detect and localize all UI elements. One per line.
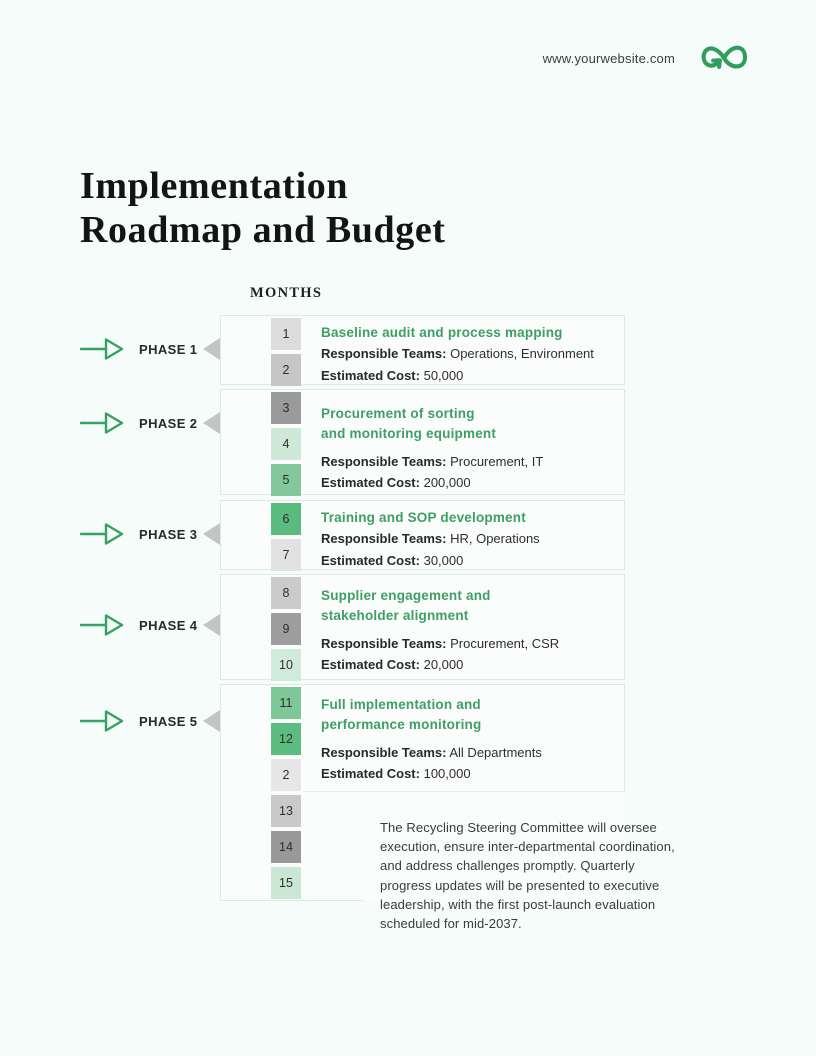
governance-note: The Recycling Steering Committee will oversee execution, ensure inter-departmental coordination, and address challenges promptly. Quarterly progress updates will be presented to executive leadership, with the first post-launch evaluation scheduled for mid-2037.: [380, 820, 675, 932]
estimated-cost-line: [321, 366, 610, 386]
cost-value: 50,000: [423, 367, 464, 383]
phase-5-marker: [80, 708, 220, 734]
phase-2-title: [321, 404, 610, 445]
cost-label: Estimated Cost:: [321, 766, 420, 781]
teams-label: Responsible Teams:: [321, 635, 447, 651]
month-strip: [271, 318, 301, 390]
teams-value: Procurement, IT: [450, 453, 544, 469]
phase-1-row: [220, 315, 625, 385]
teams-value: Procurement, CSR: [450, 635, 560, 651]
month-cell: 15: [271, 867, 301, 899]
month-cell: 3: [271, 392, 301, 424]
month-cell: 7: [271, 539, 301, 571]
phase-5-details: [321, 695, 611, 784]
month-cell: 11: [271, 687, 301, 719]
faint-divider-line: [303, 791, 625, 792]
teams-value: HR, Operations: [450, 531, 540, 547]
month-cell: 13: [271, 795, 301, 827]
page-title-line1: Implementation: [80, 165, 349, 207]
responsible-teams-line: [321, 452, 610, 472]
month-cell: 9: [271, 613, 301, 645]
teams-label: Responsible Teams:: [321, 453, 447, 469]
month-cell: 14: [271, 831, 301, 863]
green-arrow-icon: [80, 410, 124, 436]
cost-label: Estimated Cost:: [321, 367, 420, 383]
phase-1-label: PHASE 1: [139, 341, 198, 357]
phase-4-details: [321, 586, 610, 675]
phase-2-marker: [80, 410, 220, 436]
responsible-teams-line: [321, 529, 610, 549]
green-arrow-icon: [80, 336, 124, 362]
month-cell: 5: [271, 464, 301, 496]
cost-label: Estimated Cost:: [321, 475, 420, 490]
month-cell: 4: [271, 428, 301, 460]
responsible-teams-line: [321, 634, 610, 654]
teams-label: Responsible Teams:: [321, 744, 447, 760]
month-cell: 2: [271, 354, 301, 386]
teams-value: Operations, Environment: [450, 346, 594, 362]
estimated-cost-line: [321, 655, 610, 675]
month-strip: [271, 687, 301, 903]
teams-value: All Departments: [449, 744, 542, 760]
phase-4-marker: [80, 612, 220, 638]
gray-pointer-icon: [203, 523, 220, 545]
phase-title-line: Procurement of sorting: [321, 406, 475, 421]
teams-label: Responsible Teams:: [321, 346, 447, 362]
page-title-line2: Roadmap and Budget: [80, 209, 446, 252]
phase-title-line: Full implementation and: [321, 697, 481, 712]
gray-pointer-icon: [203, 412, 220, 434]
phase-2-label: PHASE 2: [139, 415, 198, 431]
phase-3-label: PHASE 3: [139, 526, 198, 542]
phase-title-line: and monitoring equipment: [321, 426, 497, 442]
month-cell: 2: [271, 759, 301, 791]
cost-value: 100,000: [423, 766, 471, 781]
green-arrow-icon: [80, 521, 124, 547]
website-link[interactable]: www.yourwebsite.com: [542, 51, 675, 66]
month-cell: 1: [271, 318, 301, 350]
phase-title-line: stakeholder alignment: [321, 608, 469, 624]
partial-right-border: [624, 685, 625, 791]
months-column-header: MONTHS: [250, 285, 323, 301]
cost-value: 20,000: [423, 657, 464, 672]
phase-title-line: Training and SOP development: [321, 510, 526, 525]
phase-5-title: [321, 695, 611, 736]
cost-value: 30,000: [423, 552, 464, 568]
month-cell: 6: [271, 503, 301, 535]
phase-1-marker: [80, 336, 220, 362]
phase-3-marker: [80, 521, 220, 547]
responsible-teams-line: [321, 743, 611, 763]
month-strip: [271, 392, 301, 500]
estimated-cost-line: [321, 764, 611, 784]
cost-label: Estimated Cost:: [321, 552, 420, 568]
phase-5-label: PHASE 5: [139, 713, 198, 729]
phase-3-row: [220, 500, 625, 570]
month-cell: 10: [271, 649, 301, 681]
phase-1-details: [321, 323, 610, 385]
month-cell: 8: [271, 577, 301, 609]
cost-value: 200,000: [423, 475, 471, 490]
estimated-cost-line: [321, 551, 610, 571]
infinity-arrow-logo-icon: [696, 36, 754, 78]
phase-5-label: PHASE 4: [139, 617, 198, 633]
month-strip: [271, 577, 301, 685]
month-strip: [271, 503, 301, 575]
phase-title-line: Supplier engagement and: [321, 588, 491, 603]
phase-title-line: Baseline audit and process mapping: [321, 325, 563, 340]
gray-pointer-icon: [203, 338, 220, 360]
phase-title-line: performance monitoring: [321, 717, 482, 733]
month-cell: 12: [271, 723, 301, 755]
gray-pointer-icon: [203, 710, 220, 732]
green-arrow-icon: [80, 612, 124, 638]
phase-3-title: [321, 508, 610, 528]
phase-4-row: [220, 574, 625, 680]
phase-1-title: [321, 323, 610, 343]
phase-4-title: [321, 586, 610, 627]
teams-label: Responsible Teams:: [321, 531, 447, 547]
phase-3-details: [321, 508, 610, 570]
phase-2-details: [321, 404, 610, 493]
estimated-cost-line: [321, 473, 610, 493]
gray-pointer-icon: [203, 614, 220, 636]
phase-2-row: [220, 389, 625, 495]
responsible-teams-line: [321, 344, 610, 364]
page-title: [80, 164, 560, 252]
green-arrow-icon: [80, 708, 124, 734]
cost-label: Estimated Cost:: [321, 657, 420, 672]
